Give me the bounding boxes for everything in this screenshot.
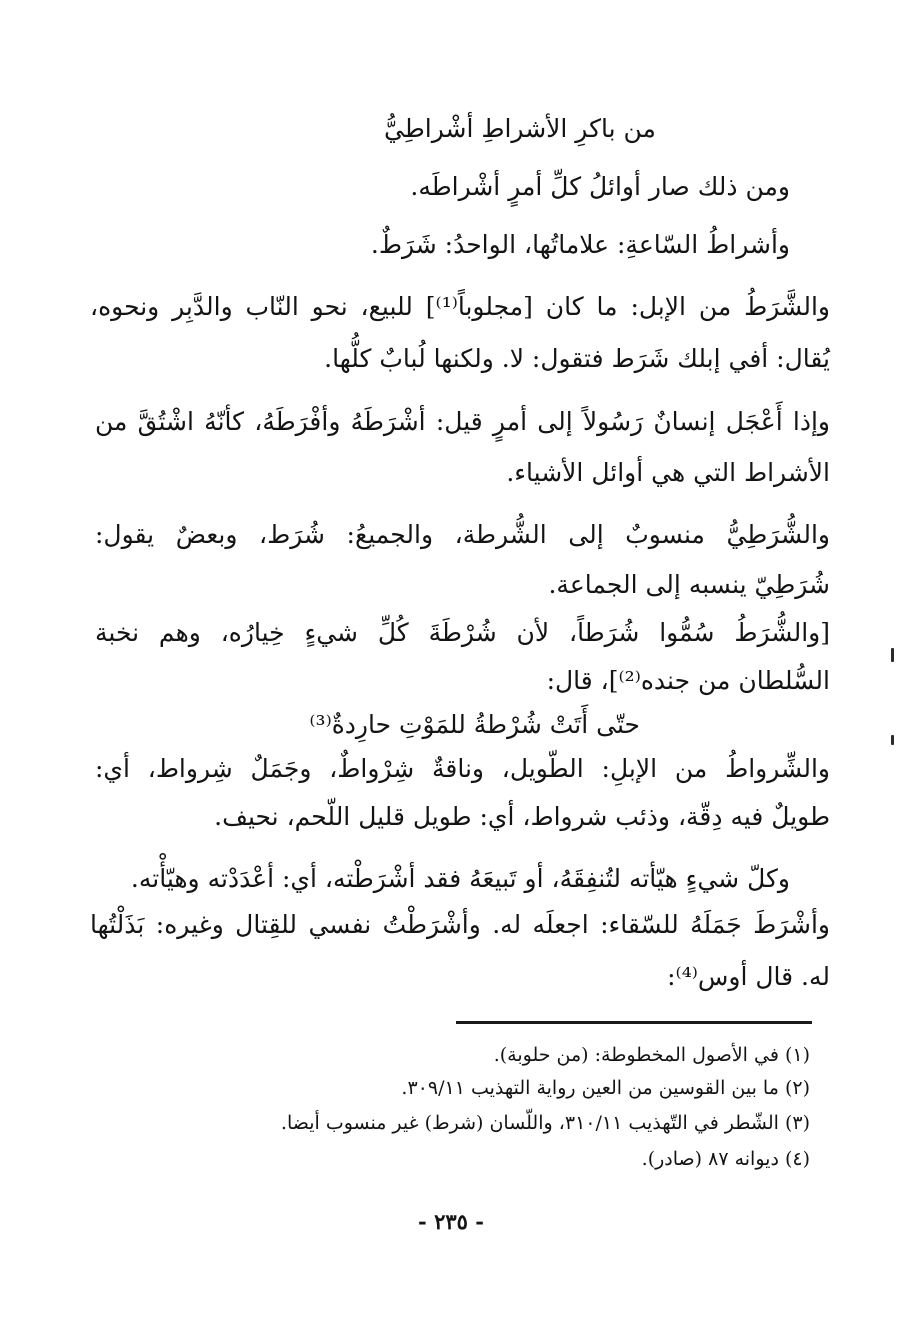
body-line: والشُّرَطِيُّ منسوبٌ إلى الشُّرطة، والجميعُ: شُرَط، وبعضٌ يقول: — [95, 520, 830, 549]
body-line: وكلّ شيءٍ هيّأته لتُنفِقَهُ، أو تَبيعَهُ فقد أشْرَطْته، أي: أعْدَدْته وهيّأْته. — [130, 864, 790, 893]
body-line: والشَّرَطُ من الإبل: ما كان [مجلوباً⁽¹⁾] للبيع، نحو النّاب والدَّبِر ونحوه، — [90, 292, 830, 321]
body-line: شُرَطِيّ ينسبه إلى الجماعة. — [548, 570, 830, 599]
body-line: يُقال: أفي إبلك شَرَط فتقول: لا. ولكنها لُبابٌ كلُّها. — [324, 344, 830, 373]
footnote: (١) في الأصول المخطوطة: (من حلوبة). — [493, 1044, 810, 1066]
body-line: له. قال أوس⁽⁴⁾: — [667, 962, 830, 991]
scan-mark — [891, 648, 894, 662]
footnote: (٢) ما بين القوسين من العين رواية التهذيب ٣٠٩/١١. — [401, 1077, 810, 1099]
body-line: طويلٌ فيه دِقّة، وذئب شرواط، أي: طويل قليل اللّحم، نحيف. — [214, 802, 830, 831]
body-line: الأشراط التي هي أوائل الأشياء. — [506, 458, 830, 487]
page-number: - ٢٣٥ - — [418, 1209, 484, 1234]
verse-line: من باكرِ الأشراطِ أشْراطِيُّ — [384, 114, 656, 143]
footnote-separator — [456, 1021, 812, 1024]
body-line: وأشْرَطَ جَمَلَهُ للسّقاء: اجعلَه له. وأشْرَطْتُ نفسي للقِتال وغيره: بَذَلْتُها — [90, 910, 830, 939]
footnote: (٣) الشّطر في التّهذيب ٣١٠/١١، واللّسان (شرط) غير منسوب أيضا. — [280, 1112, 810, 1134]
body-line: والشِّرواطُ من الإبلِ: الطّويل، وناقةٌ شِرْواطٌ، وجَمَلٌ شِرواط، أي: — [95, 754, 830, 783]
footnote: (٤) ديوانه ٨٧ (صادر). — [641, 1148, 810, 1170]
verse-line: حتّى أَتَتْ شُرْطةُ للمَوْتِ حارِدةٌ⁽³⁾ — [309, 710, 640, 739]
body-line: وإذا أَعْجَل إنسانٌ رَسُولاً إلى أمرٍ قيل: أشْرَطَهُ وأفْرَطَهُ، كأنّهُ اشْتُقَّ من — [95, 407, 830, 436]
body-line: [والشُّرَطُ سُمُّوا شُرَطاً، لأن شُرْطَةَ كُلِّ شيءٍ خِيارُه، وهم نخبة — [95, 618, 830, 647]
scan-mark — [891, 735, 894, 745]
body-line: ومن ذلك صار أوائلُ كلِّ أمرٍ أشْراطَه. — [410, 172, 790, 201]
body-line: وأشراطُ السّاعةِ: علاماتُها، الواحدُ: شَرَطٌ. — [370, 230, 790, 259]
body-line: السُّلطان من جنده⁽²⁾]، قال: — [546, 666, 830, 695]
